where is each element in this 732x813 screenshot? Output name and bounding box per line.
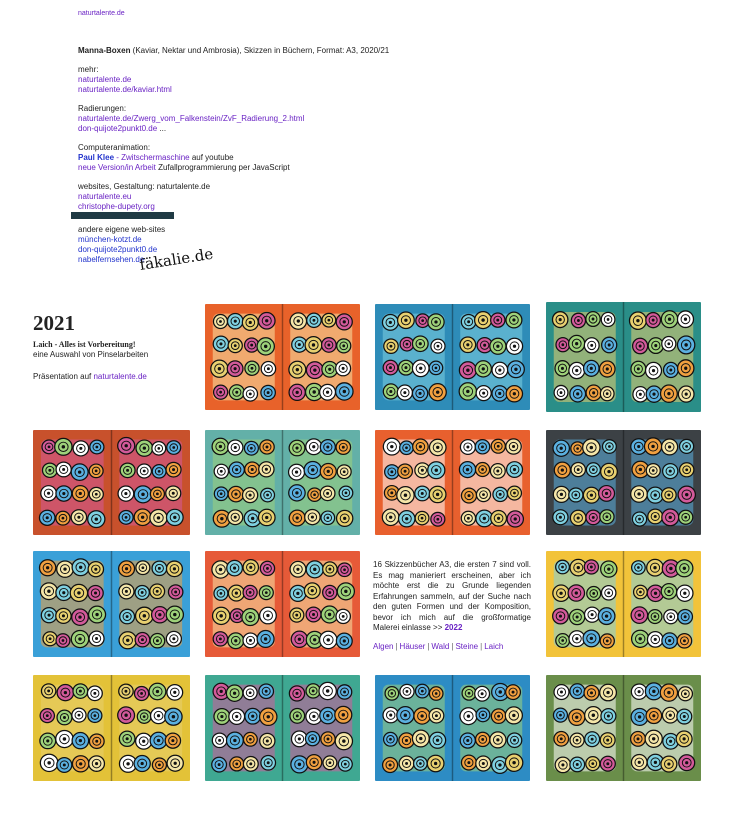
painting-thumbnail[interactable] <box>546 551 701 657</box>
radierungen-suffix: ... <box>157 124 167 133</box>
gallery-title-rest: - Alles ist Vorbereitung! <box>52 340 136 349</box>
category-link-laich[interactable]: Laich <box>484 641 504 651</box>
handwritten-stamp: fäkalie.de <box>138 244 215 274</box>
own-site-link-2[interactable]: don-quijote2punkt0.de <box>78 245 158 254</box>
websites-link-1[interactable]: naturtalente.eu <box>78 192 132 201</box>
painting-thumbnail[interactable] <box>33 551 190 657</box>
painting-thumbnail[interactable] <box>546 430 701 535</box>
painting-image <box>375 675 530 781</box>
redaction-bar <box>71 212 174 219</box>
category-link-wald[interactable]: Wald <box>431 641 450 651</box>
animation-line-1 <box>78 153 458 163</box>
site-label[interactable]: naturtalente.de <box>78 10 125 17</box>
animation-suffix: auf youtube <box>189 153 234 162</box>
nav-separator: | <box>427 641 430 651</box>
info-block <box>78 46 458 274</box>
artwork-title-bold: Manna-Boxen <box>78 46 131 55</box>
animation-line-2 <box>78 163 458 173</box>
description-block <box>373 560 531 652</box>
painting-image <box>375 304 530 410</box>
painting-thumbnail[interactable] <box>375 430 530 535</box>
painting-image <box>205 430 360 535</box>
painting-image <box>375 430 530 535</box>
gallery-intro <box>33 311 203 382</box>
gallery-title <box>33 340 203 350</box>
painting-image <box>546 302 701 412</box>
painting-image <box>33 675 190 781</box>
animation-suffix-2: Zufallprogrammierung per JavaScript <box>155 163 290 172</box>
gallery-title-bold: Laich <box>33 340 53 349</box>
painting-thumbnail[interactable] <box>375 675 530 781</box>
painting-thumbnail[interactable] <box>205 304 360 410</box>
painting-image <box>205 675 360 781</box>
painting-thumbnail[interactable] <box>546 302 701 412</box>
category-link-steine[interactable]: Steine <box>455 641 479 651</box>
painting-image <box>205 304 360 410</box>
painting-image <box>33 430 190 535</box>
animation-label: Computeranimation: <box>78 143 151 152</box>
gallery-subtitle: eine Auswahl von Pinselarbeiten <box>33 350 149 359</box>
artwork-title <box>78 46 458 56</box>
radierungen-section <box>78 104 458 134</box>
presentation-link[interactable]: naturtalente.de <box>93 372 147 381</box>
painting-image <box>33 551 190 657</box>
paul-klee-link[interactable]: Paul Klee <box>78 153 115 162</box>
own-sites-section <box>78 225 458 265</box>
websites-label: websites, Gestaltung: naturtalente.de <box>78 182 211 191</box>
radierungen-line-2 <box>78 124 458 134</box>
more-section <box>78 65 458 95</box>
nav-separator: | <box>395 641 398 651</box>
artwork-title-rest: (Kaviar, Nektar und Ambrosia), Skizzen in Büchern, Format: A3, 2020/21 <box>130 46 390 55</box>
gallery-year: 2021 <box>33 311 75 335</box>
painting-image <box>205 551 360 657</box>
year-2022-link[interactable]: 2022 <box>444 623 463 632</box>
painting-image <box>546 551 701 657</box>
presentation-line <box>33 372 203 382</box>
radierungen-link-1[interactable]: naturtalente.de/Zwerg_vom_Falkenstein/ZvF_Radierung_2.html <box>78 114 305 123</box>
own-site-link-3[interactable]: nabelfernsehen.de <box>78 255 145 264</box>
radierungen-label: Radierungen: <box>78 104 127 113</box>
radierungen-link-2[interactable]: don-quijote2punkt0.de <box>78 124 158 133</box>
animation-section <box>78 143 458 173</box>
nav-separator: | <box>480 641 483 651</box>
more-link-2[interactable]: naturtalente.de/kaviar.html <box>78 85 172 94</box>
nav-separator: | <box>451 641 454 651</box>
own-sites-label: andere eigene web-sites <box>78 225 166 234</box>
category-nav <box>373 642 531 653</box>
description-text: 16 Skizzenbücher A3, die ersten 7 sind voll. Es mag manieriert erscheinen, aber ich möchte erst die zu Grunde liegenden Erfahrungen sammeln, auf der Suche nach den guten Formen und der Komposition, bevor ich mich auf die großformatige Malerei einlasse >> <box>373 560 531 632</box>
painting-thumbnail[interactable] <box>205 551 360 657</box>
zwitschermaschine-link[interactable]: - Zwitschermaschine <box>114 153 190 162</box>
painting-image <box>546 430 701 535</box>
painting-thumbnail[interactable] <box>375 304 530 410</box>
websites-section <box>78 182 458 212</box>
painting-thumbnail[interactable] <box>33 430 190 535</box>
painting-thumbnail[interactable] <box>205 430 360 535</box>
more-link-1[interactable]: naturtalente.de <box>78 75 132 84</box>
presentation-label: Präsentation auf <box>33 372 94 381</box>
painting-thumbnail[interactable] <box>546 675 701 781</box>
painting-image <box>546 675 701 781</box>
category-link-algen[interactable]: Algen <box>373 641 394 651</box>
new-version-link[interactable]: neue Version/in Arbeit <box>78 163 156 172</box>
painting-thumbnail[interactable] <box>205 675 360 781</box>
more-label: mehr: <box>78 65 99 74</box>
own-site-link-1[interactable]: münchen-kotzt.de <box>78 235 142 244</box>
websites-link-2[interactable]: christophe-dupety.org <box>78 202 155 211</box>
category-link-haeuser[interactable]: Häuser <box>399 641 426 651</box>
painting-thumbnail[interactable] <box>33 675 190 781</box>
